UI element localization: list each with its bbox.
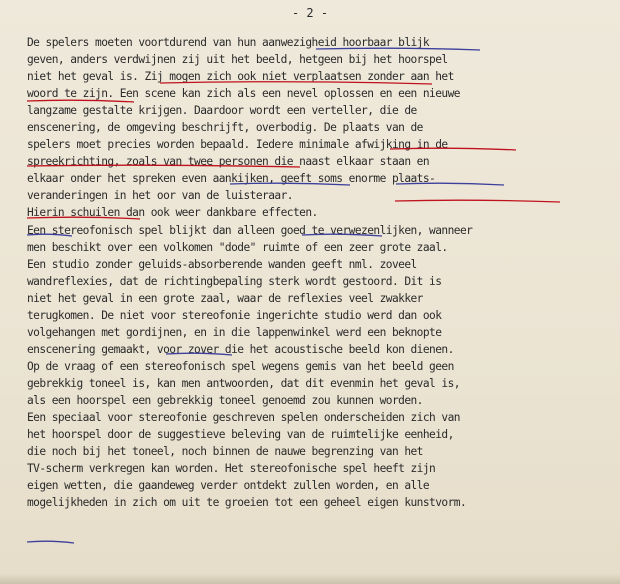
text-line: elkaar onder het spreken even aankijken, geeft soms enorme plaats- <box>27 172 436 186</box>
body-text <box>27 34 472 511</box>
text-line: het hoorspel door de suggestieve beleving van de ruimtelijke eenheid, <box>27 428 454 442</box>
text-line: Een stereofonisch spel blijkt dan alleen goed te verwezenlijken, wanneer <box>27 223 473 237</box>
text-line: Een studio zonder geluids-absorberende wanden geeft nml. zoveel <box>27 257 417 271</box>
page-number: - 2 - <box>291 6 329 20</box>
text-line: veranderingen in het oor van de luisteraar. <box>27 189 293 203</box>
text-line: Op de vraag of een stereofonisch spel wegens gemis van het beeld geen <box>27 359 454 373</box>
text-line: wandreflexies, dat de richtingbepaling sterk wordt gestoord. Dit is <box>27 274 442 288</box>
text-line: enscenering gemaakt, voor zover die het acoustische beeld kon dienen. <box>27 342 454 356</box>
page-edge-shadow <box>0 574 620 584</box>
blue-underline <box>27 541 74 543</box>
text-line: Een speciaal voor stereofonie geschreven spelen onderscheiden zich van <box>27 411 460 425</box>
text-line: langzame gestalte krijgen. Daardoor wordt een verteller, die de <box>27 104 417 118</box>
text-line: terugkomen. De niet voor stereofonie ingerichte studio werd dan ook <box>27 308 442 322</box>
text-line: woord te zijn. Een scene kan zich als een nevel oplossen en een nieuwe <box>27 87 460 101</box>
text-line: gebrekkig toneel is, kan men antwoorden, dat dit evenmin het geval is, <box>27 376 460 390</box>
text-line: enscenering, de omgeving beschrijft, overbodig. De plaats van de <box>27 121 423 135</box>
text-line: volgehangen met gordijnen, en in die lappenwinkel werd een beknopte <box>27 325 442 339</box>
text-line: spreekrichting, zoals van twee personen die naast elkaar staan en <box>27 155 430 169</box>
text-line: mogelijkheden in zich om uit te groeien tot een geheel eigen kunstvorm. <box>27 496 467 510</box>
text-line: TV-scherm verkregen kan worden. Het stereofonische spel heeft zijn <box>27 462 436 476</box>
text-line: De spelers moeten voortdurend van hun aanwezigheid hoorbaar blijk <box>27 36 430 49</box>
text-line: die noch bij het toneel, noch binnen de nauwe begrenzing van het <box>27 445 423 459</box>
text-line: Hierin schuilen dan ook weer dankbare effecten. <box>27 206 318 220</box>
text-line: eigen wetten, die gaandeweg verder ontdekt zullen worden, en alle <box>27 479 430 493</box>
text-line: spelers moet precies worden bepaald. Iedere minimale afwijking in de <box>27 138 448 152</box>
text-line: niet het geval is. Zij mogen zich ook niet verplaatsen zonder aan het <box>27 70 454 84</box>
text-line: geven, anders verdwijnen zij uit het beeld, hetgeen bij het hoorspel <box>27 53 448 67</box>
text-line: niet het geval in een grote zaal, waar de reflexies veel zwakker <box>27 291 423 305</box>
text-line: men beschikt over een volkomen "dode" ruimte of een zeer grote zaal. <box>27 240 448 254</box>
text-line: als een hoorspel een gebrekkig toneel genoemd zou kunnen worden. <box>27 393 423 407</box>
